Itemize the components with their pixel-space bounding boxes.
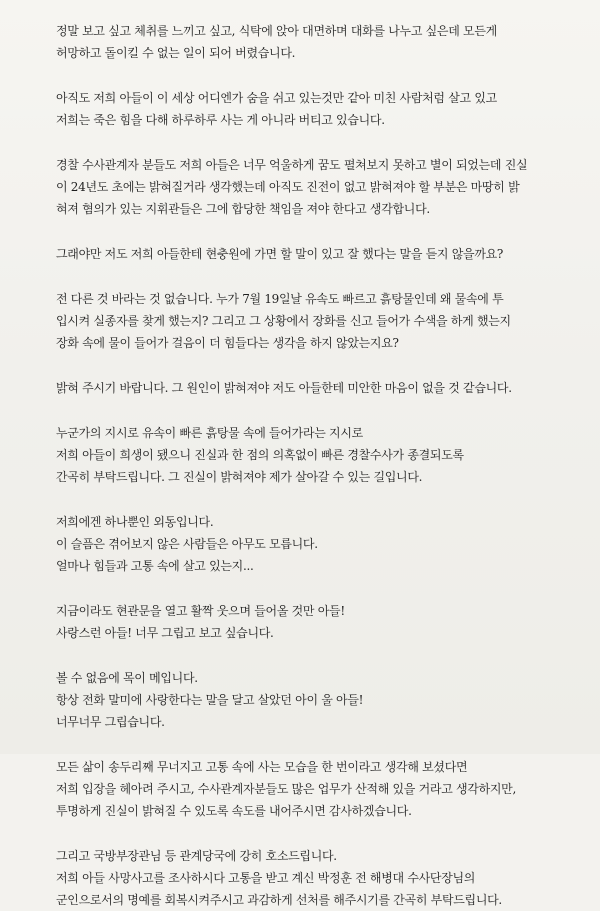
text-line: 아직도 저희 아들이 이 세상 어디엔가 숨을 쉬고 있는것만 같아 미친 사람처럼 살고 있고: [56, 91, 497, 105]
paragraph: [56, 243, 570, 265]
text-line: 정말 보고 싶고 체취를 느끼고 싶고, 식탁에 앉아 대면하며 대화를 나누고 싶은데 모든게: [56, 24, 497, 38]
text-line: 저희 입장을 헤아려 주시고, 수사관계자분들도 많은 업무가 산적해 있을 거라고 생각하지만,: [56, 782, 516, 796]
paragraph: [56, 600, 570, 644]
text-line: 저희는 죽은 힘을 다해 하루하루 사는 게 아니라 버티고 있습니다.: [56, 113, 385, 127]
text-line: 간곡히 부탁드립니다. 그 진실이 밝혀져야 제가 살아갈 수 있는 길입니다.: [56, 470, 423, 484]
text-line: 밝혀 주시기 바랍니다. 그 원인이 밝혀져야 저도 아들한테 미안한 마음이 없을 것 같습니다.: [56, 381, 512, 395]
letter-body: [56, 20, 570, 911]
text-line: 혀져 혐의가 있는 지휘관들은 그에 합당한 책임을 져야 한다고 생각합니다.: [56, 202, 430, 216]
text-line: 지금이라도 현관문을 열고 활짝 웃으며 들어올 것만 아들!: [56, 604, 345, 618]
text-line: 저희 아들 사망사고를 조사하시다 고통을 받고 계신 박정훈 전 해병대 수사단장님의: [56, 871, 476, 885]
text-line: 허망하고 돌이킬 수 없는 일이 되어 버렸습니다.: [56, 46, 296, 60]
text-line: 투명하게 진실이 밝혀질 수 있도록 속도를 내어주시면 감사하겠습니다.: [56, 804, 412, 818]
text-line: 그리고 국방부장관님 등 관계당국에 강히 호소드립니다.: [56, 849, 337, 863]
text-line: 장화 속에 물이 들어가 걸음이 더 힘들다는 생각을 하지 않았는지요?: [56, 336, 399, 350]
text-line: 그래야만 저도 저희 아들한테 현충원에 가면 할 말이 있고 잘 했다는 말을 듣지 않을까요?: [56, 247, 504, 261]
paragraph: [56, 377, 570, 399]
text-line: 항상 전화 말미에 사랑한다는 말을 달고 살았던 아이 울 아들!: [56, 693, 364, 707]
text-line: 입시켜 실종자를 찾게 했는지? 그리고 그 상황에서 장화를 신고 들어가 수색을 하게 했는지: [56, 314, 511, 328]
text-line: 군인으로서의 명예를 회복시켜주시고 과감하게 선처를 해주시기를 간곡히 부탁드립니다.: [56, 893, 502, 907]
paragraph: [56, 667, 570, 733]
text-line: 저희에겐 하나뿐인 외동입니다.: [56, 515, 214, 529]
text-line: 이 슬픔은 겪어보지 않은 사람들은 아무도 모릅니다.: [56, 537, 318, 551]
text-line: 볼 수 없음에 목이 메입니다.: [56, 671, 198, 685]
paragraph: [56, 845, 570, 911]
paragraph: [56, 422, 570, 488]
text-line: 모든 삶이 송두리째 무너지고 고통 속에 사는 모습을 한 번이라고 생각해 보셨다면: [56, 760, 468, 774]
paragraph: [56, 288, 570, 354]
paragraph: [56, 87, 570, 131]
text-line: 너무너무 그립습니다.: [56, 715, 165, 729]
text-line: 경찰 수사관계자 분들도 저희 아들은 너무 억울하게 꿈도 펼쳐보지 못하고 별이 되었는데 진실: [56, 158, 528, 172]
paragraph: [56, 756, 570, 822]
text-line: 전 다른 것 바라는 것 없습니다. 누가 7월 19일날 유속도 빠르고 흙탕물인데 왜 물속에 투: [56, 292, 504, 306]
text-line: 사랑스런 아들! 너무 그립고 보고 싶습니다.: [56, 626, 274, 640]
paragraph: [56, 20, 570, 64]
text-line: 얼마나 힘들과 고통 속에 살고 있는지...: [56, 559, 254, 573]
text-line: 이 24년도 초에는 밝혀질거라 생각했는데 아직도 진전이 없고 밝혀져야 할 부분은 마땅히 밝: [56, 180, 520, 194]
text-line: 저희 아들이 희생이 됐으니 진실과 한 점의 의혹없이 빠른 경찰수사가 종결되도록: [56, 448, 464, 462]
text-line: 누군가의 지시로 유속이 빠른 흙탕물 속에 들어가라는 지시로: [56, 426, 363, 440]
paragraph: [56, 154, 570, 220]
paragraph: [56, 511, 570, 577]
